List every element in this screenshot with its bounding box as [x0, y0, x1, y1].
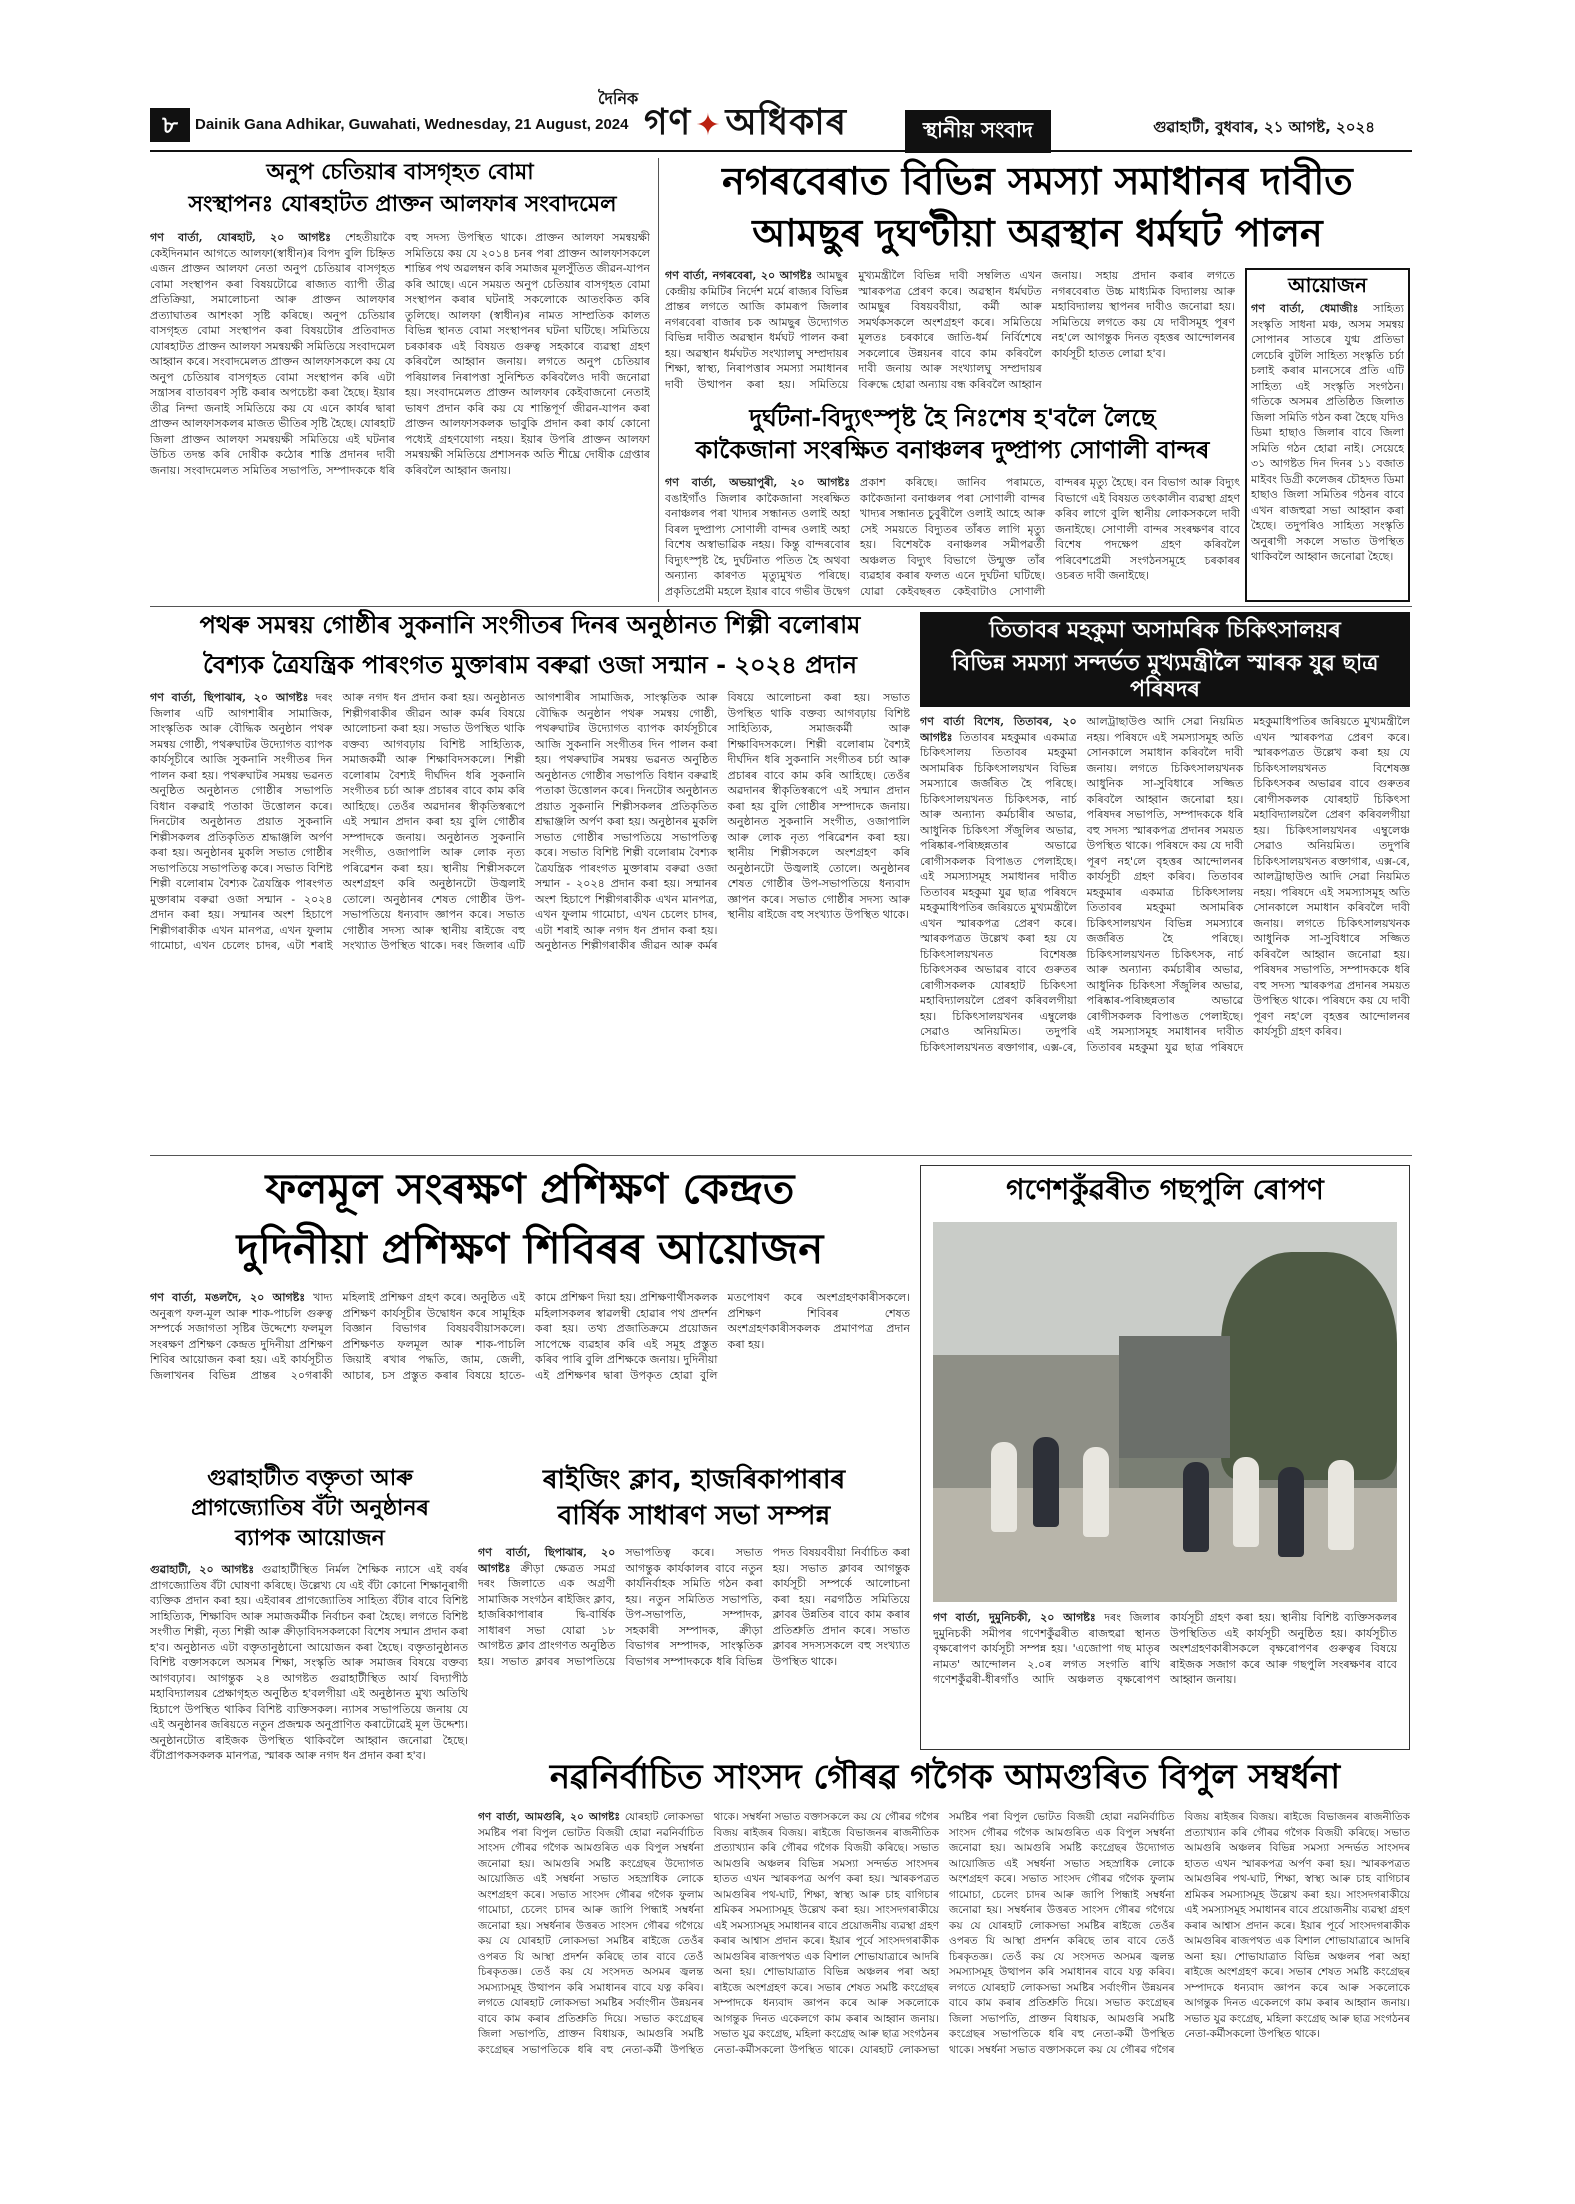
- talk-byline: গুৱাহাটী, ২০ আগষ্টঃ: [150, 1563, 255, 1576]
- monkey-article-body: [665, 475, 1240, 603]
- photo-person: [1278, 1467, 1304, 1557]
- section-label: স্থানীয় সংবাদ: [905, 110, 1051, 153]
- photo-person: [1233, 1457, 1259, 1547]
- bomb-article-body: [150, 230, 650, 602]
- music-text: দৰং জিলাৰ এটি আগশাৰীৰ সামাজিক, সাংস্কৃতিক আৰু বৌদ্ধিক অনুষ্ঠান পথৰু সমন্বয় গোষ্ঠী, পথৰুঘাটৰ উদ্যোগত ব্যাপক কাৰ্যসূচীৰে আজি সুকনানি সংগীতৰ দিন পালন কৰা হয়। পথৰুঘাটৰ সমন্বয় ভৱনত অনুষ্ঠিত অনুষ্ঠানত গোষ্ঠীৰ সভাপতি বিধান বৰুৱাই পতাকা উত্তোলন কৰে। দিনটোৰ অনুষ্ঠানত প্ৰয়াত সুকনানি শিল্পীসকলৰ প্ৰতিকৃতিত শ্ৰদ্ধাঞ্জলি অৰ্পণ কৰা হয়। অনুষ্ঠানৰ মুকলি সভাত গোষ্ঠীৰ সভাপতিয়ে সভাপতিত্ব কৰে। সভাত বিশিষ্ট শিল্পী বলোৰাম বৈশ্যক ত্ৰৈযন্ত্ৰিক পাৰংগত মুক্তাৰাম বৰুৱা ওজা সন্মান - ২০২৪ প্ৰদান কৰা হয়। সন্মানৰ অংশ হিচাপে শিল্পীগৰাকীক এখন মানপত্ৰ, এখন ফুলাম গামোচা, এখন চেলেং চাদৰ, এটা শৰাই আৰু নগদ ধন প্ৰদান কৰা হয়। অনুষ্ঠানত শিল্পীগৰাকীৰ জীৱন আৰু কৰ্মৰ বিষয়ে আলোচনা কৰা হয়। সভাত উপস্থিত থাকি বক্তব্য আগবঢ়ায় বিশিষ্ট সাহিত্যিক, সমাজকৰ্মী আৰু শিক্ষাবিদসকলে। শিল্পী বলোৰাম বৈশ্যই দীৰ্ঘদিন ধৰি সুকনানি সংগীতৰ চৰ্চা আৰু প্ৰচাৰৰ বাবে কাম কৰি আহিছে। তেওঁৰ অৱদানৰ স্বীকৃতিস্বৰূপে এই সন্মান প্ৰদান কৰা হয় বুলি গোষ্ঠীৰ সম্পাদকে জনায়। অনুষ্ঠানত সুকনানি সংগীত, ওজাপালি আৰু লোক নৃত্য পৰিৱেশন কৰা হয়। স্থানীয় শিল্পীসকলে অংশগ্ৰহণ কৰি অনুষ্ঠানটো উজ্বলাই তোলে। অনুষ্ঠানৰ শেষত গোষ্ঠীৰ উপ-সভাপতিয়ে ধন্যবাদ জ্ঞাপন কৰে। সভাত গোষ্ঠীৰ সদস্য আৰু স্থানীয় ৰাইজে বহু সংখ্যাত উপস্থিত থাকে।: [150, 691, 525, 952]
- tiwa-header-box: [920, 612, 1410, 707]
- photo-person: [1183, 1462, 1209, 1552]
- civic-headline-1: নগৰবেৰাত বিভিন্ন সমস্যা সমাধানৰ দাবীত: [722, 159, 1353, 203]
- aayojan-headline: আয়োজন: [1288, 273, 1367, 297]
- aayojan-text: সাহিত্য সংস্কৃতি সাধনা মঞ্চ, অসম সমন্বয় সোপানৰ সাতৰে যুগ্ম প্ৰতিভা লেচেৰি বুটলি সাহিত্য সংস্কৃতি চৰ্চা চলাই কৰাৰ মানসেৰে প্ৰতি এটি সাহিত্য এই সংস্কৃতি সংগঠন। গতিকে অসমৰ প্ৰতিষ্ঠিত জিলাত জিলা সমিতি গঠন কৰা হৈছে যদিও ডিমা হাছাও জিলাৰ বাবে জিলা সমিতি গঠন হোৱা নাই। সেয়েহে ৩১ আগষ্টত দিন দিনৰ ১১ বজাত মাইবং ডিগ্ৰী কলেজৰ চৌহদত ডিমা হাছাও জিলা সমিতিৰ গঠনৰ বাবে এখন ৰাজহুৱা সভা আহ্বান কৰা হৈছে। তদুপৰিও সাহিত্য সংস্কৃতি অনুৰাগী সকলে সভাত উপস্থিত থাকিবলৈ আহ্বান জনোৱা হৈছে।: [1251, 302, 1404, 563]
- tiwa-text-continued: তিতাবৰ মহকুমাৰ একমাত্ৰ চিকিৎসালয় তিতাবৰ মহকুমা অসামৰিক চিকিৎসালয়খন বিভিন্ন সমস্যাৰে জৰ্জৰিত হৈ পৰিছে। চিকিৎসালয়খনত চিকিৎসক, নাৰ্চ আৰু অন্যান্য কৰ্মচাৰীৰ অভাৱ, আধুনিক চিকিৎসা সঁজুলিৰ অভাৱ, পৰিষ্কাৰ-পৰিচ্ছন্নতাৰ অভাৱে ৰোগীসকলক বিপাঙত পেলাইছে। এই সমস্যাসমূহ সমাধানৰ দাবীত তিতাবৰ মহকুমা যুৱ ছাত্ৰ পৰিষদে মহকুমাধিপতিৰ জৰিয়তে মুখ্যমন্ত্ৰীলৈ এখন স্মাৰকপত্ৰ প্ৰেৰণ কৰে। স্মাৰকপত্ৰত উল্লেখ কৰা হয় যে চিকিৎসালয়খনত বিশেষজ্ঞ চিকিৎসকৰ অভাৱৰ বাবে গুৰুতৰ ৰোগীসকলক যোৰহাট চিকিৎসা মহাবিদ্যালয়লৈ প্ৰেৰণ কৰিবলগীয়া হয়। চিকিৎসালয়খনৰ এম্বুলেঞ্চ সেৱাও অনিয়মিত। তদুপৰি চিকিৎসালয়খনত ৰক্তাগাৰ, এক্স-ৰে, আলট্ৰাছাউণ্ড আদি সেৱা নিয়মিত নহয়। পৰিষদে এই সমস্যাসমূহ অতি সোনকালে সমাধান কৰিবলৈ দাবী জনায়। লগতে চিকিৎসালয়খনক আধুনিক সা-সুবিধাৰে সজ্জিত কৰিবলৈ আহ্বান জনোৱা হয়। পৰিষদৰ সভাপতি, সম্পাদককে ধৰি বহু সদস্য স্মাৰকপত্ৰ প্ৰদানৰ সময়ত উপস্থিত থাকে। পৰিষদে কয় যে দাবী পূৰণ নহ'লে বৃহত্তৰ আন্দোলনৰ কাৰ্যসূচী গ্ৰহণ কৰিব।: [1086, 715, 1410, 1054]
- tree-article-body: [933, 1610, 1397, 1742]
- civic-byline: গণ বাৰ্তা, নগৰবেৰা, ২০ আগষ্টঃ: [665, 269, 813, 282]
- talk-headline-1: গুৱাহাটীত বক্তৃতা আৰু: [207, 1466, 413, 1491]
- logo-left-text: গণ: [643, 102, 692, 143]
- tiwa-byline: গণ বাৰ্তা বিশেষ, তিতাবৰ, ২০ আগষ্টঃ: [920, 715, 1077, 744]
- rising-byline: গণ বাৰ্তা, ছিপাঝাৰ, ২০ আগষ্টঃ: [478, 1546, 616, 1575]
- music-headline-2: বৈশ্যক ত্ৰৈযন্ত্ৰিক পাৰংগত মুক্তাৰাম বৰুৱা ওজা সন্মান - ২০২৪ প্ৰদান: [203, 651, 857, 679]
- tiwa-article-body: [920, 714, 1410, 1150]
- rising-headline-2: বাৰ্ষিক সাধাৰণ সভা সম্পন্ন: [557, 1501, 831, 1531]
- masthead-right-info: গুৱাহাটী, বুধবাৰ, ২১ আগষ্ট, ২০২৪: [1153, 118, 1375, 136]
- music-byline: গণ বাৰ্তা, ছিপাঝাৰ, ২০ আগষ্টঃ: [150, 691, 309, 704]
- monkey-headline-1: দুৰ্ঘটনা-বিদ্যুৎস্পৃষ্ট হৈ নিঃশেষ হ'বলৈ লৈছে: [749, 404, 1156, 432]
- aayojan-byline: গণ বাৰ্তা, ধেমাজীঃ: [1251, 302, 1359, 315]
- logo-right-text: অধিকাৰ: [725, 102, 848, 143]
- bomb-headline-2: সংস্থাপনঃ যোৰহাটত প্ৰাক্তন আলফাৰ সংবাদমেল: [188, 192, 617, 217]
- bomb-text: শেহতীয়াকৈ কেইদিনমান আগতে আলফা(স্বাধীন)ৰ বিপদ বুলি চিহ্নিত এজন প্ৰাক্তন আলফা নেতা অনুপ চেতিয়াৰ বাসগৃহত বোমা সংস্থাপন কৰা বিষয়টোৱে ৰাজ্যত ব্যাপী তীব্ৰ প্ৰতিক্ৰিয়া, সমালোচনা আৰু প্ৰাক্তন আলফাৰ প্ৰত্যাঘাতৰ আশংকা সৃষ্টি কৰিছে। অনুপ চেতিয়াৰ বাসগৃহত বোমা সংস্থাপন কৰা বিষয়টোৰ প্ৰতিবাদত যোৰহাটত প্ৰাক্তন আলফা সমন্বয়ক্ষী সমিতিয়ে সংবাদমেল আহ্বান কৰে। সংবাদমেলত প্ৰাক্তন আলফাসকলে কয় যে অনুপ চেতিয়াৰ বাসগৃহত বোমা সংস্থাপন কৰি এটা সন্ত্ৰাসৰ বাতাবৰণ সৃষ্টি কৰাৰ অপচেষ্টা কৰা হৈছে। ইয়াৰ তীব্ৰ নিন্দা জনাই সমিতিয়ে কয় যে এনে কাৰ্যৰ দ্বাৰা প্ৰাক্তন আলফাসকলৰ মাজত ভীতিৰ সৃষ্টি হৈছে। যোৰহাট জিলা প্ৰাক্তন আলফা সমন্বয়ক্ষী সমিতিয়ে এই ঘটনাৰ উচিত তদন্ত কৰি দোষীক কঠোৰ শাস্তি প্ৰদানৰ দাবী জনায়। সংবাদমেলত সমিতিৰ সভাপতি, সম্পাদককে ধৰি বহু সদস্য উপস্থিত থাকে। প্ৰাক্তন আলফা সমন্বয়ক্ষী সমিতিয়ে কয় যে ২০১৪ চনৰ পৰা প্ৰাক্তন আলফাসকলে শান্তিৰ পথ অৱলম্বন কৰি সমাজৰ মূলসুঁতিত জীৱন-যাপন কৰি আছে। এনে সময়ত অনুপ চেতিয়াৰ বাসগৃহত বোমা সংস্থাপন কৰাৰ ঘটনাই সকলোকে আতংকিত কৰি তুলিছে। আলফা (স্বাধীন)ৰ নামত সাম্প্ৰতিক কালত বিভিন্ন স্থানত বোমা সংস্থাপনৰ ঘটনা ঘটিছে। সমিতিয়ে চৰকাৰক এই বিষয়ত গুৰুত্ব সহকাৰে ব্যৱস্থা গ্ৰহণ কৰিবলৈ আহ্বান জনায়। লগতে অনুপ চেতিয়াৰ পৰিয়ালৰ নিৰাপত্তা সুনিশ্চিত কৰিবলৈও দাবী জনোৱা হয়। সংবাদমেলত প্ৰাক্তন আলফাৰ কেইবাজনো নেতাই ভাষণ প্ৰদান কৰি কয় যে শান্তিপূৰ্ণ জীৱন-যাপন কৰা প্ৰাক্তন আলফাসকলক ভাবুকি প্ৰদান কৰা কাৰ্য কোনো পধ্যেই গ্ৰহণযোগ্য নহয়। ইয়াৰ উপৰি প্ৰাক্তন আলফা সমন্বয়ক্ষী সমিতিয়ে প্ৰশাসনক অতি শীঘ্ৰে দোষীক গ্ৰেপ্তাৰ কৰিবলৈ আহ্বান জনায়।: [150, 231, 650, 477]
- photo-person: [991, 1442, 1017, 1532]
- photo-person: [1328, 1460, 1354, 1550]
- tiwa-text: তিতাবৰ মহকুমাৰ একমাত্ৰ চিকিৎসালয় তিতাবৰ মহকুমা অসামৰিক চিকিৎসালয়খন বিভিন্ন সমস্যাৰে জৰ্জৰিত হৈ পৰিছে। চিকিৎসালয়খনত চিকিৎসক, নাৰ্চ আৰু অন্যান্য কৰ্মচাৰীৰ অভাৱ, আধুনিক চিকিৎসা সঁজুলিৰ অভাৱ, পৰিষ্কাৰ-পৰিচ্ছন্নতাৰ অভাৱে ৰোগীসকলক বিপাঙত পেলাইছে। এই সমস্যাসমূহ সমাধানৰ দাবীত তিতাবৰ মহকুমা যুৱ ছাত্ৰ পৰিষদে মহকুমাধিপতিৰ জৰিয়তে মুখ্যমন্ত্ৰীলৈ এখন স্মাৰকপত্ৰ প্ৰেৰণ কৰে। স্মাৰকপত্ৰত উল্লেখ কৰা হয় যে চিকিৎসালয়খনত বিশেষজ্ঞ চিকিৎসকৰ অভাৱৰ বাবে গুৰুতৰ ৰোগীসকলক যোৰহাট চিকিৎসা মহাবিদ্যালয়লৈ প্ৰেৰণ কৰিবলগীয়া হয়। চিকিৎসালয়খনৰ এম্বুলেঞ্চ সেৱাও অনিয়মিত। তদুপৰি চিকিৎসালয়খনত ৰক্তাগাৰ, এক্স-ৰে, আলট্ৰাছাউণ্ড আদি সেৱা নিয়মিত নহয়। পৰিষদে এই সমস্যাসমূহ অতি সোনকালে সমাধান কৰিবলৈ দাবী জনায়। লগতে চিকিৎসালয়খনক আধুনিক সা-সুবিধাৰে সজ্জিত কৰিবলৈ আহ্বান জনোৱা হয়। পৰিষদৰ সভাপতি, সম্পাদককে ধৰি বহু সদস্য স্মাৰকপত্ৰ প্ৰদানৰ সময়ত উপস্থিত থাকে। পৰিষদে কয় যে দাবী পূৰণ নহ'লে বৃহত্তৰ আন্দোলনৰ কাৰ্যসূচী গ্ৰহণ কৰিব।: [920, 715, 1244, 1054]
- talk-headline-3: ব্যাপক আয়োজন: [235, 1526, 385, 1551]
- bomb-headline-1: অনুপ চেতিয়াৰ বাসগৃহত বোমা: [266, 160, 534, 185]
- talk-headline-2: প্ৰাগজ্যোতিষ বঁটা অনুষ্ঠানৰ: [191, 1496, 429, 1521]
- civic-article-body: [665, 268, 1235, 403]
- tree-article-frame: [920, 1165, 1410, 1750]
- talk-text: গুৱাহাটীস্থিত নিৰ্মল শৈক্ষিক ন্যাসে এই বৰ্ষৰ প্ৰাগজ্যোতিষ বঁটা ঘোষণা কৰিছে। উল্লেখ্য যে এই বঁটা কোনো শিক্ষানুৰাগী ব্যক্তিক প্ৰদান কৰা হয়। এইবাৰৰ প্ৰাগজ্যোতিষ সাহিত্য বঁটাৰ বাবে বিশিষ্ট সাহিত্যিক, শিক্ষাবিদ আৰু সমাজকৰ্মীক নিৰ্বাচন কৰা হৈছে। লগতে বিশিষ্ট সংগীত শিল্পী, নৃত্য শিল্পী আৰু ক্ৰীড়াবিদসকলকো বিশেষ সন্মান প্ৰদান কৰা হ'ব। অনুষ্ঠানত এটা বক্তৃতানুষ্ঠানো আয়োজন কৰা হৈছে। বক্তৃতানুষ্ঠানত বিশিষ্ট বক্তাসকলে অসমৰ শিক্ষা, সংস্কৃতি আৰু সমাজৰ বিষয়ে বক্তব্য আগবঢ়াব। আগন্তুক ২৪ আগষ্টত গুৱাহাটীস্থিত আৰ্য বিদ্যাপীঠ মহাবিদ্যালয়ৰ প্ৰেক্ষাগৃহত অনুষ্ঠিত হ'বলগীয়া এই অনুষ্ঠানত মুখ্য অতিথি হিচাপে উপস্থিত থাকিব বিশিষ্ট ব্যক্তিসকল। ন্যাসৰ সভাপতিয়ে জনায় যে এই অনুষ্ঠানৰ জৰিয়তে নতুন প্ৰজন্মক অনুপ্ৰাণিত কৰাটোৱেই মূল উদ্দেশ্য। অনুষ্ঠানটোত ৰাইজক উপস্থিত থাকিবলৈ আহ্বান জনোৱা হৈছে। বঁটাপ্ৰাপকসকলক মানপত্ৰ, স্মাৰক আৰু নগদ ধন প্ৰদান কৰা হ'ব।: [150, 1563, 468, 1762]
- music-text-continued: দৰং জিলাৰ এটি আগশাৰীৰ সামাজিক, সাংস্কৃতিক আৰু বৌদ্ধিক অনুষ্ঠান পথৰু সমন্বয় গোষ্ঠী, পথৰুঘাটৰ উদ্যোগত ব্যাপক কাৰ্যসূচীৰে আজি সুকনানি সংগীতৰ দিন পালন কৰা হয়। পথৰুঘাটৰ সমন্বয় ভৱনত অনুষ্ঠিত অনুষ্ঠানত গোষ্ঠীৰ সভাপতি বিধান বৰুৱাই পতাকা উত্তোলন কৰে। দিনটোৰ অনুষ্ঠানত প্ৰয়াত সুকনানি শিল্পীসকলৰ প্ৰতিকৃতিত শ্ৰদ্ধাঞ্জলি অৰ্পণ কৰা হয়। অনুষ্ঠানৰ মুকলি সভাত গোষ্ঠীৰ সভাপতিয়ে সভাপতিত্ব কৰে। সভাত বিশিষ্ট শিল্পী বলোৰাম বৈশ্যক ত্ৰৈযন্ত্ৰিক পাৰংগত মুক্তাৰাম বৰুৱা ওজা সন্মান - ২০২৪ প্ৰদান কৰা হয়। সন্মানৰ অংশ হিচাপে শিল্পীগৰাকীক এখন মানপত্ৰ, এখন ফুলাম গামোচা, এখন চেলেং চাদৰ, এটা শৰাই আৰু নগদ ধন প্ৰদান কৰা হয়। অনুষ্ঠানত শিল্পীগৰাকীৰ জীৱন আৰু কৰ্মৰ বিষয়ে আলোচনা কৰা হয়। সভাত উপস্থিত থাকি বক্তব্য আগবঢ়ায় বিশিষ্ট সাহিত্যিক, সমাজকৰ্মী আৰু শিক্ষাবিদসকলে। শিল্পী বলোৰাম বৈশ্যই দীৰ্ঘদিন ধৰি সুকনানি সংগীতৰ চৰ্চা আৰু প্ৰচাৰৰ বাবে কাম কৰি আহিছে। তেওঁৰ অৱদানৰ স্বীকৃতিস্বৰূপে এই সন্মান প্ৰদান কৰা হয় বুলি গোষ্ঠীৰ সম্পাদকে জনায়। অনুষ্ঠানত সুকনানি সংগীত, ওজাপালি আৰু লোক নৃত্য পৰিৱেশন কৰা হয়। স্থানীয় শিল্পীসকলে অংশগ্ৰহণ কৰি অনুষ্ঠানটো উজ্বলাই তোলে। অনুষ্ঠানৰ শেষত গোষ্ঠীৰ উপ-সভাপতিয়ে ধন্যবাদ জ্ঞাপন কৰে। সভাত গোষ্ঠীৰ সদস্য আৰু স্থানীয় ৰাইজে বহু সংখ্যাত উপস্থিত থাকে।: [451, 691, 910, 952]
- tiwa-headline-1: তিতাবৰ মহকুমা অসামৰিক চিকিৎসালয়ৰ: [989, 618, 1341, 643]
- photo-tree: [1221, 1252, 1397, 1480]
- mp-article-body: [478, 1810, 1410, 2170]
- section-rule-2: [150, 1155, 1412, 1156]
- newspaper-logo: [598, 100, 893, 150]
- aayojan-body: [1251, 301, 1404, 591]
- tree-headline: গণেশকুঁৱৰীত গছপুলি ৰোপণ: [1006, 1173, 1324, 1206]
- logo-prefix: দৈনিক: [598, 89, 639, 108]
- photo-truck: [1119, 1336, 1230, 1458]
- monkey-headline-2: কাকৈজানা সংৰক্ষিত বনাঞ্চলৰ দুষ্প্ৰাপ্য সোণালী বান্দৰ: [695, 436, 1210, 464]
- fruit-headline-1: ফলমূল সংৰক্ষণ প্ৰশিক্ষণ কেন্দ্ৰত: [265, 1164, 795, 1213]
- bomb-byline: গণ বাৰ্তা, যোৰহাট, ২০ আগষ্টঃ: [150, 231, 331, 244]
- music-article-body: [150, 690, 910, 1150]
- masthead-rule: [150, 150, 1412, 152]
- mp-headline: নৱনিৰ্বাচিত সাংসদ গৌৰৱ গগৈক আমগুৰিত বিপুল সম্বৰ্ধনা: [549, 1757, 1341, 1797]
- fruit-text: খাদ্য অনুৰূপ ফল-মূল আৰু শাক-পাচলি গুৰুত্ব সম্পৰ্কে সজাগতা সৃষ্টিৰ উদ্দেশ্যে ফলমূল সংৰক্ষণ প্ৰশিক্ষণ কেন্দ্ৰত দুদিনীয়া প্ৰশিক্ষণ শিবিৰ আয়োজন কৰা হয়। এই কাৰ্যসূচীত জিলাখনৰ বিভিন্ন প্ৰান্তৰ ২০গৰাকী মহিলাই প্ৰশিক্ষণ গ্ৰহণ কৰে। অনুষ্ঠিত এই প্ৰশিক্ষণ কাৰ্যসূচীৰ উদ্বোধন কৰে সামূহিক বিজ্ঞান বিভাগৰ বিষয়ববীয়াসকলে। প্ৰশিক্ষণত ফলমূল আৰু শাক-পাচলি জিয়াই ৰখাৰ পদ্ধতি, জাম, জেলী, আচাৰ, চস প্ৰস্তুত কৰাৰ বিষয়ে হাতে-কামে প্ৰশিক্ষণ দিয়া হয়। প্ৰশিক্ষণাৰ্থীসকলক মহিলাসকলৰ স্বাৱলম্বী হোৱাৰ পথ প্ৰদৰ্শন কৰা হয়। তথ্য প্ৰজাতিক্ৰমে প্ৰয়োজন সাপেক্ষে ব্যৱহাৰ কৰি এই সমূহ প্ৰস্তুত কৰিব পাৰি বুলি প্ৰশিক্ষকে জনায়। দুদিনীয়া এই প্ৰশিক্ষণৰ দ্বাৰা উপকৃত হোৱা বুলি মতপোষণ কৰে অংশগ্ৰহণকাৰীসকলে। প্ৰশিক্ষণ শিবিৰৰ শেষত অংশগ্ৰহণকাৰীসকলক প্ৰমাণপত্ৰ প্ৰদান কৰা হয়।: [150, 1291, 910, 1382]
- rising-headline-1: ৰাইজিং ক্লাব, হাজৰিকাপাৰাৰ: [542, 1465, 846, 1495]
- tiwa-headline-2: বিভিন্ন সমস্যা সন্দৰ্ভত মুখ্যমন্ত্ৰীলৈ স্মাৰক যুৱ ছাত্ৰ পৰিষদৰ: [951, 651, 1379, 702]
- music-headline-1: পথৰু সমন্বয় গোষ্ঠীৰ সুকনানি সংগীতৰ দিনৰ অনুষ্ঠানত শিল্পী বলোৰাম: [199, 611, 861, 639]
- fruit-byline: গণ বাৰ্তা, মঙলদৈ, ২০ আগষ্টঃ: [150, 1291, 306, 1304]
- aayojan-box: [1245, 268, 1410, 602]
- mp-text-continued: যোৰহাট লোকসভা সমষ্টিৰ পৰা বিপুল ভোটত বিজয়ী হোৱা নৱনিৰ্বাচিত সাংসদ গৌৰৱ গগৈক আমগুৰিত এক বিপুল সম্বৰ্ধনা জনোৱা হয়। আমগুৰি সমষ্টি কংগ্ৰেছৰ উদ্যোগত আয়োজিত এই সম্বৰ্ধনা সভাত সহস্ৰাধিক লোকে অংশগ্ৰহণ কৰে। সভাত সাংসদ গৌৰৱ গগৈক ফুলাম গামোচা, চেলেং চাদৰ আৰু জাপি পিন্ধাই সম্বৰ্ধনা জনোৱা হয়। সম্বৰ্ধনাৰ উত্তৰত সাংসদ গৌৰৱ গগৈয়ে কয় যে যোৰহাট লোকসভা সমষ্টিৰ ৰাইজে তেওঁৰ ওপৰত যি আস্থা প্ৰদৰ্শন কৰিছে তাৰ বাবে তেওঁ চিৰকৃতজ্ঞ। তেওঁ কয় যে সংসদত অসমৰ জ্বলন্ত সমস্যাসমূহ উত্থাপন কৰি সমাধানৰ বাবে যত্ন কৰিব। লগতে যোৰহাট লোকসভা সমষ্টিৰ সৰ্বাংগীন উন্নয়নৰ বাবে কাম কৰাৰ প্ৰতিশ্ৰুতি দিয়ে। সভাত কংগ্ৰেছৰ জিলা সভাপতি, প্ৰাক্তন বিধায়ক, আমগুৰি সমষ্টি কংগ্ৰেছৰ সভাপতিকে ধৰি বহু নেতা-কৰ্মী উপস্থিত থাকে। সম্বৰ্ধনা সভাত বক্তাসকলে কয় যে গৌৰৱ গগৈৰ বিজয় ৰাইজৰ বিজয়। ৰাইজে বিভাজনৰ ৰাজনীতিক প্ৰত্যাখ্যান কৰি গৌৰৱ গগৈক বিজয়ী কৰিছে। সভাত আমগুৰি অঞ্চলৰ বিভিন্ন সমস্যা সন্দৰ্ভত সাংসদৰ হাতত এখন স্মাৰকপত্ৰ অৰ্পণ কৰা হয়। স্মাৰকপত্ৰত আমগুৰিৰ পথ-ঘাট, শিক্ষা, স্বাস্থ্য আৰু চাহ বাগিচাৰ শ্ৰমিকৰ সমস্যাসমূহ উল্লেখ কৰা হয়। সাংসদগৰাকীয়ে এই সমস্যাসমূহ সমাধানৰ বাবে প্ৰয়োজনীয় ব্যৱস্থা গ্ৰহণ কৰাৰ আশ্বাস প্ৰদান কৰে। ইয়াৰ পূৰ্বে সাংসদগৰাকীক আমগুৰিৰ ৰাজপথত এক বিশাল শোভাযাত্ৰাৰে আদৰি অনা হয়। শোভাযাত্ৰাত বিভিন্ন অঞ্চলৰ পৰা অহা ৰাইজে অংশগ্ৰহণ কৰে। সভাৰ শেষত সমষ্টি কংগ্ৰেছৰ সম্পাদকে ধন্যবাদ জ্ঞাপন কৰে আৰু সকলোকে আগন্তুক দিনত একেলগে কাম কৰাৰ আহ্বান জনায়। সভাত যুৱ কংগ্ৰেছ, মহিলা কংগ্ৰেছ আৰু ছাত্ৰ সংগঠনৰ নেতা-কৰ্মীসকলো উপস্থিত থাকে।: [859, 1811, 1410, 2056]
- mp-text: যোৰহাট লোকসভা সমষ্টিৰ পৰা বিপুল ভোটত বিজয়ী হোৱা নৱনিৰ্বাচিত সাংসদ গৌৰৱ গগৈক আমগুৰিত এক বিপুল সম্বৰ্ধনা জনোৱা হয়। আমগুৰি সমষ্টি কংগ্ৰেছৰ উদ্যোগত আয়োজিত এই সম্বৰ্ধনা সভাত সহস্ৰাধিক লোকে অংশগ্ৰহণ কৰে। সভাত সাংসদ গৌৰৱ গগৈক ফুলাম গামোচা, চেলেং চাদৰ আৰু জাপি পিন্ধাই সম্বৰ্ধনা জনোৱা হয়। সম্বৰ্ধনাৰ উত্তৰত সাংসদ গৌৰৱ গগৈয়ে কয় যে যোৰহাট লোকসভা সমষ্টিৰ ৰাইজে তেওঁৰ ওপৰত যি আস্থা প্ৰদৰ্শন কৰিছে তাৰ বাবে তেওঁ চিৰকৃতজ্ঞ। তেওঁ কয় যে সংসদত অসমৰ জ্বলন্ত সমস্যাসমূহ উত্থাপন কৰি সমাধানৰ বাবে যত্ন কৰিব। লগতে যোৰহাট লোকসভা সমষ্টিৰ সৰ্বাংগীন উন্নয়নৰ বাবে কাম কৰাৰ প্ৰতিশ্ৰুতি দিয়ে। সভাত কংগ্ৰেছৰ জিলা সভাপতি, প্ৰাক্তন বিধায়ক, আমগুৰি সমষ্টি কংগ্ৰেছৰ সভাপতিকে ধৰি বহু নেতা-কৰ্মী উপস্থিত থাকে। সম্বৰ্ধনা সভাত বক্তাসকলে কয় যে গৌৰৱ গগৈৰ বিজয় ৰাইজৰ বিজয়। ৰাইজে বিভাজনৰ ৰাজনীতিক প্ৰত্যাখ্যান কৰি গৌৰৱ গগৈক বিজয়ী কৰিছে। সভাত আমগুৰি অঞ্চলৰ বিভিন্ন সমস্যা সন্দৰ্ভত সাংসদৰ হাতত এখন স্মাৰকপত্ৰ অৰ্পণ কৰা হয়। স্মাৰকপত্ৰত আমগুৰিৰ পথ-ঘাট, শিক্ষা, স্বাস্থ্য আৰু চাহ বাগিচাৰ শ্ৰমিকৰ সমস্যাসমূহ উল্লেখ কৰা হয়। সাংসদগৰাকীয়ে এই সমস্যাসমূহ সমাধানৰ বাবে প্ৰয়োজনীয় ব্যৱস্থা গ্ৰহণ কৰাৰ আশ্বাস প্ৰদান কৰে। ইয়াৰ পূৰ্বে সাংসদগৰাকীক আমগুৰিৰ ৰাজপথত এক বিশাল শোভাযাত্ৰাৰে আদৰি অনা হয়। শোভাযাত্ৰাত বিভিন্ন অঞ্চলৰ পৰা অহা ৰাইজে অংশগ্ৰহণ কৰে। সভাৰ শেষত সমষ্টি কংগ্ৰেছৰ সম্পাদকে ধন্যবাদ জ্ঞাপন কৰে আৰু সকলোকে আগন্তুক দিনত একেলগে কাম কৰাৰ আহ্বান জনায়। সভাত যুৱ কংগ্ৰেছ, মহিলা কংগ্ৰেছ আৰু ছাত্ৰ সংগঠনৰ নেতা-কৰ্মীসকলো উপস্থিত থাকে।: [478, 1811, 939, 2056]
- tree-planting-photo: [933, 1222, 1397, 1602]
- monkey-byline: গণ বাৰ্তা, অভয়াপুৰী, ২০ আগষ্টঃ: [665, 476, 850, 489]
- rising-text: ক্ৰীড়া ক্ষেত্ৰত সমগ্ৰ দৰং জিলাতে এক অগ্ৰণী সামাজিক সংগঠন ৰাইজিং ক্লাব, হাজৰিকাপাৰাৰ দ্বি-বাৰ্ষিক সাধাৰণ সভা যোৱা ১৮ আগষ্টত ক্লাব প্ৰাংগণত অনুষ্ঠিত হয়। সভাত ক্লাবৰ সভাপতিয়ে সভাপতিত্ব কৰে। সভাত আগন্তুক কাৰ্যকালৰ বাবে নতুন কাৰ্যনিৰ্বাহক সমিতি গঠন কৰা হয়। নতুন সমিতিত সভাপতি, উপ-সভাপতি, সম্পাদক, সহকাৰী সম্পাদক, ক্ৰীড়া বিভাগৰ সম্পাদক, সাংস্কৃতিক বিভাগৰ সম্পাদককে ধৰি বিভিন্ন পদত বিষয়ববীয়া নিৰ্বাচিত কৰা হয়। সভাত ক্লাবৰ আগন্তুক কাৰ্যসূচী সম্পৰ্কে আলোচনা কৰা হয়। নৱগঠিত সমিতিয়ে ক্লাবৰ উন্নতিৰ বাবে কাম কৰাৰ প্ৰতিশ্ৰুতি প্ৰদান কৰে। সভাত ক্লাবৰ সদস্যসকলে বহু সংখ্যাত উপস্থিত থাকে।: [478, 1546, 910, 1668]
- fruit-headline-2: দুদিনীয়া প্ৰশিক্ষণ শিবিৰৰ আয়োজন: [236, 1224, 824, 1273]
- photo-person: [1033, 1437, 1059, 1527]
- civic-text: আমছুৰ কেন্দ্ৰীয় কমিটিৰ নিৰ্দেশ মৰ্মে ৰাজ্যৰ বিভিন্ন প্ৰান্তৰ লগতে আজি কামৰূপ জিলাৰ নগৰবেৰা বাজাৰ চক আমছুৰ উদ্যোগত বিভিন্ন দাবীত অৱস্থান ধৰ্মঘট পালন কৰা হয়। অৱস্থান ধৰ্মঘটত সংখ্যালঘু সম্প্ৰদায়ৰ শিক্ষা, স্বাস্থ্য, নিৰাপত্তাৰ সমস্যা সমাধানৰ দাবী উত্থাপন কৰা হয়। সমিতিয়ে মুখ্যমন্ত্ৰীলৈ বিভিন্ন দাবী সম্বলিত এখন স্মাৰকপত্ৰ প্ৰেৰণ কৰে। অৱস্থান ধৰ্মঘটত আমছুৰ বিষয়ববীয়া, কৰ্মী আৰু সমৰ্থকসকলে অংশগ্ৰহণ কৰে। সমিতিয়ে মূলতঃ চৰকাৰে জাতি-ধৰ্ম নিৰ্বিশেষে সকলোৰে উন্নয়নৰ বাবে কাম কৰিবলৈ দাবী জনায় আৰু সংখ্যালঘু সম্প্ৰদায়ৰ বিৰুদ্ধে হোৱা অন্যায় বন্ধ কৰিবলৈ আহ্বান জনায়। সহায় প্ৰদান কৰাৰ লগতে নগৰবেৰাত উচ্চ মাধ্যমিক বিদ্যালয় আৰু মহাবিদ্যালয় স্থাপনৰ দাবীও জনোৱা হয়। সমিতিয়ে লগতে কয় যে দাবীসমূহ পূৰণ নহ'লে আগন্তুক দিনত বৃহত্তৰ আন্দোলনৰ কাৰ্যসূচী হাতত লোৱা হ'ব।: [665, 269, 1235, 391]
- rising-article-body: [478, 1545, 910, 1750]
- tree-byline: গণ বাৰ্তা, দুমুনিচকী, ২০ আগষ্টঃ: [933, 1611, 1096, 1624]
- logo-figure-icon: ✦: [695, 107, 722, 143]
- civic-headline-2: আমছুৰ দুঘণ্টীয়া অৱস্থান ধৰ্মঘট পালন: [752, 211, 1323, 255]
- monkey-text: বঙাইগাঁও জিলাৰ কাকৈজানা সংৰক্ষিত বনাঞ্চলৰ পৰা খাদ্যৰ সন্ধানত ওলাই অহা বিৰল দুষ্প্ৰাপ্য সোণালী বান্দৰ ওলাই অহা বিশেষ অস্বাভাৱিক নহয়। কিন্তু বান্দৰবোৰ বিদ্যুৎস্পৃষ্ট হৈ, দুৰ্ঘটনাত পতিত হৈ অথবা অন্যান্য কাৰণত মৃত্যুমুখত পৰিছে। প্ৰকৃতিপ্ৰেমী মহলে ইয়াৰ বাবে গভীৰ উদ্বেগ প্ৰকাশ কৰিছে। জানিব পৰামতে, কাকৈজানা বনাঞ্চলৰ পৰা সোণালী বান্দৰ খাদ্যৰ সন্ধানত চুবুৰীলৈ ওলাই আহে আৰু সেই সময়তে বিদ্যুতৰ তাঁৰত লাগি মৃত্যু হয়। বিশেষকৈ বনাঞ্চলৰ সমীপৱৰ্তী অঞ্চলত বিদ্যুৎ বিভাগে উন্মুক্ত তাঁৰ ব্যৱহাৰ কৰাৰ ফলত এনে দুৰ্ঘটনা ঘটিছে। যোৱা কেইবছৰত কেইবাটাও সোণালী বান্দৰৰ মৃত্যু হৈছে। বন বিভাগ আৰু বিদ্যুৎ বিভাগে এই বিষয়ত তৎকালীন ব্যৱস্থা গ্ৰহণ কৰিব লাগে বুলি স্থানীয় লোকসকলে দাবী জনাইছে। সোণালী বান্দৰ সংৰক্ষণৰ বাবে বিশেষ পদক্ষেপ গ্ৰহণ কৰিবলৈ পৰিবেশপ্ৰেমী সংগঠনসমূহে চৰকাৰৰ ওচৰত দাবী জনাইছে।: [665, 476, 1240, 598]
- fruit-article-body: [150, 1290, 910, 1458]
- column-divider: [658, 158, 659, 602]
- tree-text: দৰং জিলাৰ দুমুনিচকী সমীপৰ গণেশকুঁৱৰীত ৰাজহুৱা স্থানত বৃক্ষৰোপণ কাৰ্যসূচী সম্পন্ন হয়। 'এজোপা গছ মাতৃৰ নামত' আন্দোলন ২.০ৰ লগত সংগতি ৰাখি গণেশকুঁৱৰী-ধীৰগাঁও আদি অঞ্চলত বৃক্ষৰোপণ কাৰ্যসূচী গ্ৰহণ কৰা হয়। স্থানীয় বিশিষ্ট ব্যক্তিসকলৰ উপস্থিতিত এই কাৰ্যসূচী অনুষ্ঠিত হয়। কাৰ্যসূচীত অংশগ্ৰহণকাৰীসকলে বৃক্ষৰোপণৰ গুৰুত্বৰ বিষয়ে ৰাইজক সজাগ কৰে আৰু গছপুলি সংৰক্ষণৰ বাবে আহ্বান জনায়।: [933, 1611, 1397, 1686]
- section-rule: [150, 606, 1412, 607]
- page-number: ৮: [150, 108, 190, 142]
- masthead-left-info: Dainik Gana Adhikar, Guwahati, Wednesday, 21 August, 2024: [195, 116, 629, 133]
- mp-byline: গণ বাৰ্তা, আমগুৰি, ২০ আগষ্টঃ: [478, 1811, 620, 1823]
- talk-article-body: [150, 1562, 468, 1970]
- photo-person: [1083, 1447, 1109, 1537]
